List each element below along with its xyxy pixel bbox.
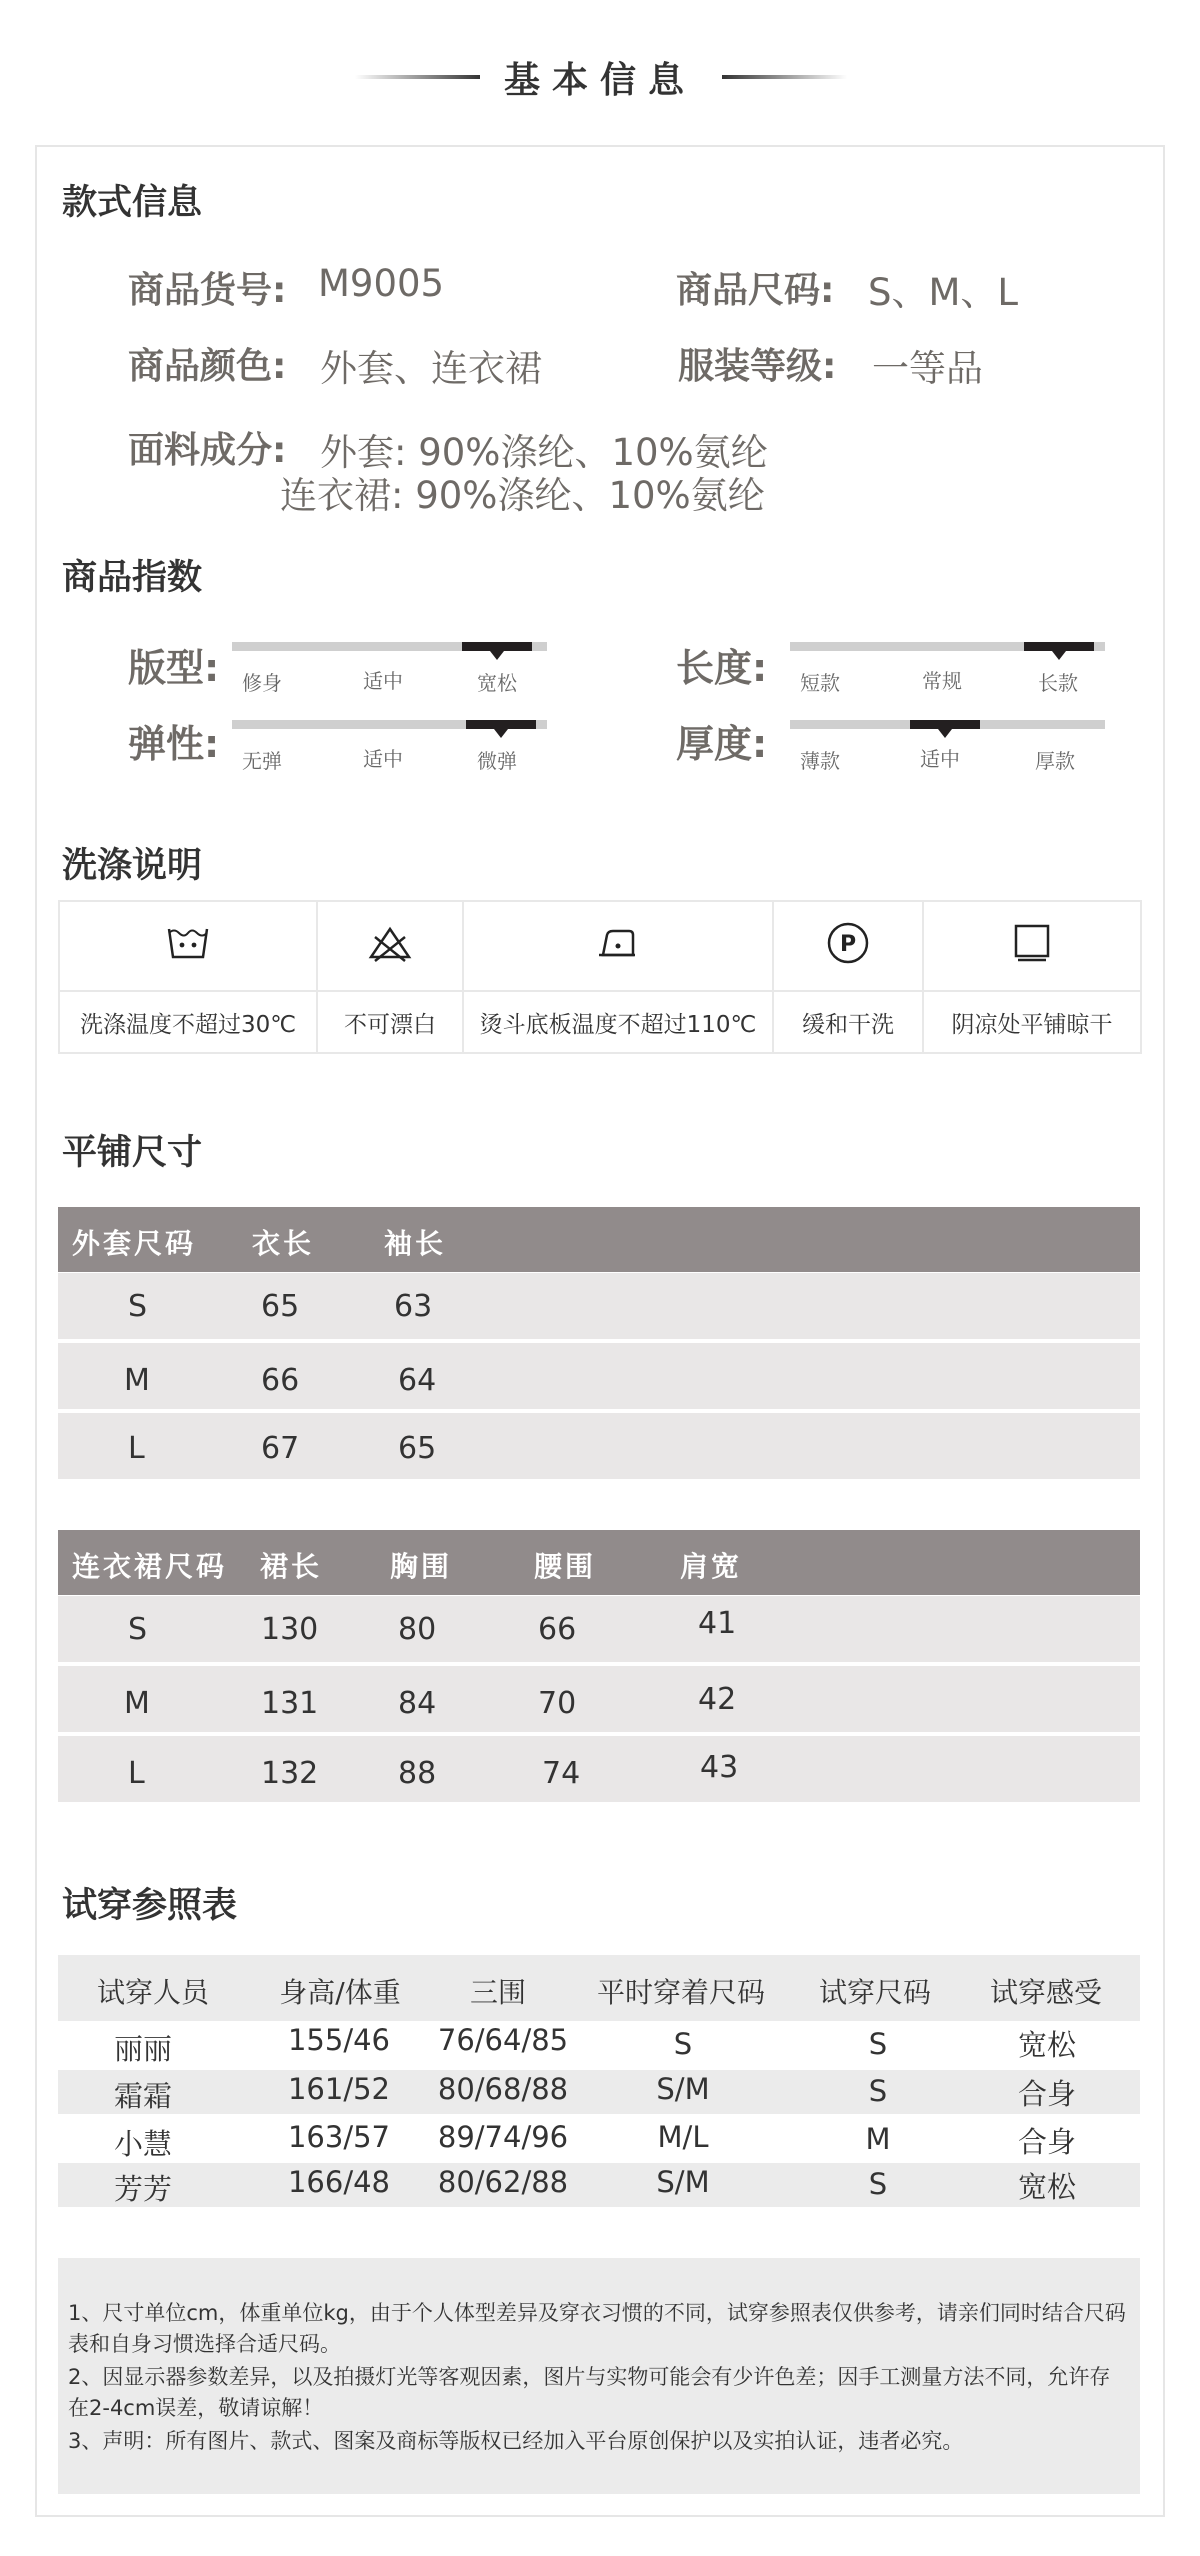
length-tick-0: 短款 <box>800 671 840 695</box>
length-label: 长度: <box>676 646 768 690</box>
try-height-weight-cell: 163/57 <box>287 2120 391 2154</box>
length-tick-2: 长款 <box>1038 671 1078 695</box>
bleach-icon-cell <box>317 901 463 991</box>
try-feeling-cell: 宽松 <box>1017 2028 1077 2062</box>
try-person-cell: 芳芳 <box>113 2172 173 2206</box>
thickness-tick-2: 厚款 <box>1035 749 1075 773</box>
dress-bust-cell: 84 <box>398 1686 437 1721</box>
dress-waist-cell: 70 <box>538 1686 577 1721</box>
fabric-coat: 外套: 90%涤纶、10%氨纶 <box>320 431 768 474</box>
item-no-label: 商品货号: <box>128 270 287 311</box>
thickness-tick-1: 适中 <box>920 747 960 771</box>
dress-shoulder-cell: 41 <box>698 1606 737 1641</box>
dress-size-cell: S <box>128 1612 148 1647</box>
table-row <box>58 1736 1140 1802</box>
try-usual-size-cell: S/M <box>656 2072 710 2106</box>
try-measurements-cell: 76/64/85 <box>437 2023 569 2057</box>
coat-header-size: 外套尺码 <box>72 1227 197 1260</box>
iron-icon-cell <box>463 901 773 991</box>
try-header-person: 试穿人员 <box>96 1976 210 2009</box>
thickness-bar-pointer <box>938 729 952 738</box>
coat-table-header <box>58 1207 1140 1272</box>
try-usual-size-cell: S <box>673 2027 693 2061</box>
dress-header-size: 连衣裙尺码 <box>72 1550 228 1583</box>
sizes-label: 商品尺码: <box>676 270 835 311</box>
no-bleach-icon <box>367 923 413 963</box>
elasticity-label: 弹性: <box>128 722 220 766</box>
coat-length-cell: 65 <box>261 1289 300 1324</box>
page-title: 基本信息 <box>503 60 696 101</box>
try-feeling-cell: 合身 <box>1017 2077 1077 2111</box>
fit-bar-pointer <box>490 651 504 660</box>
dry-icon-cell <box>923 901 1141 991</box>
try-header-feeling: 试穿感受 <box>989 1976 1103 2009</box>
try-tried-size-cell: S <box>868 2074 888 2108</box>
try-header-tried-size: 试穿尺码 <box>818 1976 932 2009</box>
dress-header-shoulder: 肩宽 <box>680 1550 743 1583</box>
coat-header-sleeve: 袖长 <box>384 1227 447 1260</box>
table-row <box>58 2070 1140 2114</box>
iron-icon <box>595 923 641 963</box>
note-3: 3、声明：所有图片、款式、图案及商标等版权已经加入平台原创保护以及实拍认证，违者必究。 <box>68 2429 964 2453</box>
try-usual-size-cell: M/L <box>657 2120 709 2154</box>
length-tick-1: 常规 <box>922 669 962 693</box>
dry-clean-p-icon <box>825 920 871 966</box>
try-person-cell: 丽丽 <box>113 2032 173 2066</box>
try-person-cell: 霜霜 <box>113 2079 173 2113</box>
dress-waist-cell: 66 <box>538 1612 577 1647</box>
dress-bust-cell: 80 <box>398 1612 437 1647</box>
try-height-weight-cell: 166/48 <box>287 2165 391 2199</box>
table-row <box>58 1343 1140 1409</box>
note-1: 1、尺寸单位cm，体重单位kg，由于个人体型差异及穿衣习惯的不同，试穿参照表仅供参考，请亲们同时结合尺码表和自身习惯选择合适尺码。 <box>68 2301 1126 2356</box>
dress-size-cell: M <box>124 1686 150 1721</box>
try-on-header <box>58 1955 1140 2021</box>
try-measurements-cell: 80/68/88 <box>437 2072 569 2106</box>
elasticity-bar-pointer <box>494 729 508 738</box>
dry-flat-shade-icon <box>1009 922 1055 964</box>
style-info-title: 款式信息 <box>62 183 203 223</box>
dry-flat-text: 阴凉处平铺晾干 <box>923 991 1141 1053</box>
thickness-label: 厚度: <box>676 722 768 766</box>
svg-text:P: P <box>839 932 857 957</box>
grade-label: 服装等级: <box>678 346 837 387</box>
dress-shoulder-cell: 43 <box>700 1750 739 1785</box>
try-feeling-cell: 合身 <box>1017 2125 1077 2159</box>
iron-temp-text: 烫斗底板温度不超过110℃ <box>463 991 773 1053</box>
coat-sleeve-cell: 63 <box>394 1289 433 1324</box>
coat-size-cell: L <box>128 1431 145 1466</box>
colors-label: 商品颜色: <box>128 346 287 387</box>
coat-size-cell: S <box>128 1289 148 1324</box>
dress-bust-cell: 88 <box>398 1756 437 1791</box>
thickness-tick-0: 薄款 <box>800 749 840 773</box>
wash-temp-text: 洗涤温度不超过30℃ <box>59 991 317 1053</box>
washing-table <box>58 900 1142 1054</box>
fit-tick-2: 宽松 <box>477 671 517 695</box>
washing-title: 洗涤说明 <box>62 846 203 886</box>
coat-header-length: 衣长 <box>252 1227 315 1260</box>
table-row <box>58 2118 1140 2162</box>
try-header-usual-size: 平时穿着尺码 <box>596 1976 766 2009</box>
try-height-weight-cell: 161/52 <box>287 2072 391 2106</box>
coat-size-cell: M <box>124 1363 150 1398</box>
dry-clean-text: 缓和干洗 <box>773 991 923 1053</box>
dress-header-length: 裙长 <box>260 1550 323 1583</box>
dryclean-icon-cell <box>773 901 923 991</box>
try-on-title: 试穿参照表 <box>62 1886 238 1926</box>
dress-length-cell: 131 <box>261 1686 319 1721</box>
dress-header-bust: 胸围 <box>390 1550 453 1583</box>
fabric-label: 面料成分: <box>128 430 287 471</box>
table-row <box>58 1413 1140 1479</box>
table-row <box>58 2023 1140 2067</box>
notes-box <box>58 2258 1140 2494</box>
try-measurements-cell: 89/74/96 <box>437 2120 569 2154</box>
fit-label: 版型: <box>128 646 220 690</box>
fabric-dress: 连衣裙: 90%涤纶、10%氨纶 <box>280 474 765 517</box>
wash-icon-cell <box>59 901 317 991</box>
table-row <box>58 1273 1140 1339</box>
coat-length-cell: 66 <box>261 1363 300 1398</box>
table-row <box>58 1666 1140 1732</box>
no-bleach-text: 不可漂白 <box>317 991 463 1053</box>
dress-length-cell: 130 <box>261 1612 319 1647</box>
try-height-weight-cell: 155/46 <box>287 2023 391 2057</box>
dress-shoulder-cell: 42 <box>698 1682 737 1717</box>
try-tried-size-cell: M <box>865 2122 891 2156</box>
try-person-cell: 小慧 <box>113 2127 173 2161</box>
try-tried-size-cell: S <box>868 2027 888 2061</box>
table-row <box>58 2163 1140 2207</box>
coat-sleeve-cell: 65 <box>398 1431 437 1466</box>
try-header-height-weight: 身高/体重 <box>279 1976 401 2009</box>
elasticity-tick-1: 适中 <box>363 747 403 771</box>
dress-length-cell: 132 <box>261 1756 319 1791</box>
dress-waist-cell: 74 <box>542 1756 581 1791</box>
table-row <box>58 1596 1140 1662</box>
try-tried-size-cell: S <box>868 2167 888 2201</box>
thickness-bar-indicator <box>910 720 980 729</box>
elasticity-tick-0: 无弹 <box>242 749 282 773</box>
dress-table-header <box>58 1530 1140 1595</box>
fit-bar-indicator <box>462 642 532 651</box>
coat-sleeve-cell: 64 <box>398 1363 437 1398</box>
length-bar-indicator <box>1024 642 1094 651</box>
note-2: 2、因显示器参数差异，以及拍摄灯光等客观因素，图片与实物可能会有少许色差；因手工测量方法不同，允许存在2-4cm误差，敬请谅解！ <box>68 2365 1111 2420</box>
dress-size-cell: L <box>128 1756 145 1791</box>
colors-value: 外套、连衣裙 <box>320 347 542 390</box>
grade-value: 一等品 <box>872 347 983 390</box>
dress-header-waist: 腰围 <box>534 1550 597 1583</box>
elasticity-tick-2: 微弹 <box>477 749 517 773</box>
fit-tick-0: 修身 <box>242 671 282 695</box>
elasticity-bar-indicator <box>466 720 536 729</box>
item-no-value: M9005 <box>318 262 445 305</box>
fit-tick-1: 适中 <box>363 669 403 693</box>
header-divider-right <box>722 75 847 79</box>
try-usual-size-cell: S/M <box>656 2165 710 2199</box>
wash-30-icon <box>165 923 211 963</box>
length-bar-pointer <box>1052 651 1066 660</box>
try-measurements-cell: 80/62/88 <box>437 2165 569 2199</box>
flat-size-title: 平铺尺寸 <box>62 1133 203 1173</box>
sizes-value: S、M、L <box>868 271 1019 314</box>
try-header-measurements: 三围 <box>469 1976 527 2009</box>
indices-title: 商品指数 <box>62 558 203 598</box>
try-feeling-cell: 宽松 <box>1017 2170 1077 2204</box>
coat-length-cell: 67 <box>261 1431 300 1466</box>
